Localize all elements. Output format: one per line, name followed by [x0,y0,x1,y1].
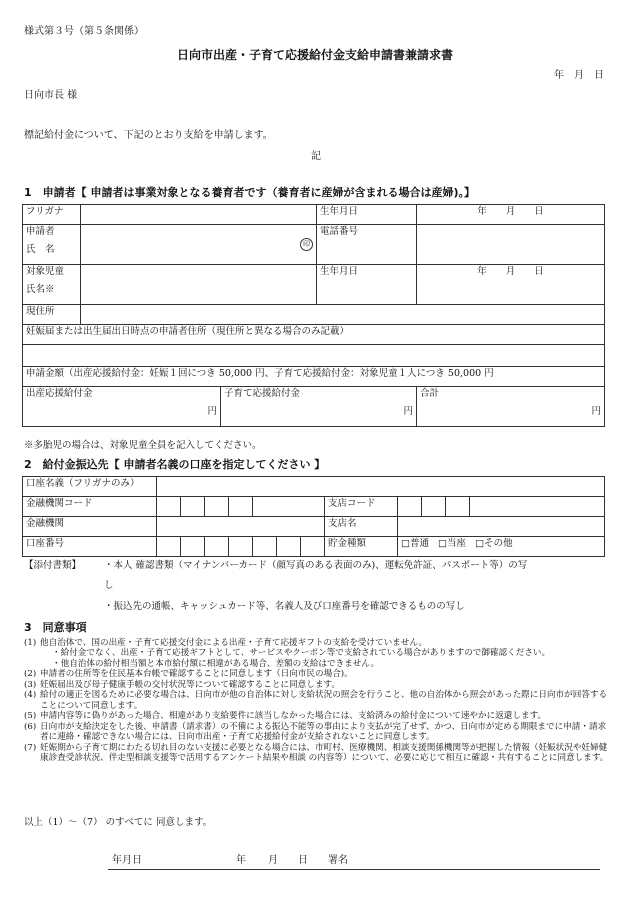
consent-item: (5) 申請内容等に偽りがあった場合、相違があり支給要件に該当しなかった場合には、支給済みの給付金について速やかに返還します。 [24,711,547,722]
account-number-digit[interactable] [301,537,325,557]
consent-item: ・他自治体の給付相当額と本市給付額に相違がある場合、差額の支給はできません。 [52,658,380,669]
intro-text: 標記給付金について、下記のとおり支給を申請します。 [24,130,273,141]
consent-item: (7) 妊娠期から子育て期にわたる切れ目のない支援に必要となる場合には、市町村、医療機関、相談支援関係機関等が把握した情報（妊娠状況や妊婦健康診査受診状況、伴走型相談支援等で活用するアンケート結果や相談 の内容等）について、必要に応じて相互に確認・共有することに同意します。 [24,742,609,764]
signature-day: 日 [298,855,308,866]
pregnancy-address-field[interactable] [23,345,605,367]
child-name-sublabel: 氏名※ [26,283,55,295]
child-label: 対象児童 [26,266,65,277]
consent-item: (6) 日向市が支給決定をした後、申請書（請求書）の不備による振込不能等の事由により支払が完了せず、かつ、日向市が定める期限までに申請・請求者に連絡・確認できない場合には、日向市出産・子育て応援給付金が支給されないことに同意します。 [24,721,607,743]
applicant-name-field[interactable] [81,225,317,265]
birth-date-label: 生年月日 [317,205,417,225]
applicant-table [22,204,605,427]
furigana-label: フリガナ [23,205,81,225]
phone-label: 電話番号 [317,225,417,265]
name-label: 氏 名 [26,243,55,255]
consent-item: (4) 給付の適正を図るために必要な場合は、日向市が他の自治体に対し支給状況の照会を行うこと、他の自治体から照会があった際に日向市が回答することについて同意します。 [24,690,608,711]
deposit-type-label: 貯金種類 [325,537,398,557]
bank-code-label: 金融機関コード [23,497,157,517]
branch-name-field[interactable] [398,517,605,537]
account-number-digit[interactable] [253,537,277,557]
account-name-label: 口座名義（フリガナのみ） [23,477,157,497]
attachment-item-id: ・本人 確認書類（マイナンバーカード（顔写真のある表面のみ)、運転免許証、パスポート等）の写 [104,560,528,571]
signature-line[interactable] [108,855,600,870]
branch-code-label: 支店コード [325,497,398,517]
signature-year: 年 [236,855,246,866]
account-number-digit[interactable] [205,537,229,557]
address-field[interactable] [81,305,605,325]
child-name-label [23,265,81,305]
seal-mark: 印 [300,238,313,251]
yen-unit: 円 [207,405,217,417]
branch-code-digit[interactable] [446,497,470,517]
bank-code-digit[interactable] [181,497,205,517]
yen-unit: 円 [403,405,413,417]
signature-date-label: 年月日 [112,855,142,866]
account-number-label: 口座番号 [23,537,157,557]
yen-unit: 円 [591,405,602,417]
bank-table [22,476,605,557]
section3-heading: 3 同意事項 [24,621,87,634]
signature-sign-label: 署名 [328,855,348,866]
child-birth-date-field[interactable]: 年 月 日 [417,265,605,305]
total-label: 合計 [420,388,440,399]
bank-code-digit[interactable] [229,497,253,517]
consent-item: (1) 他自治体で、国の出産・子育て応援交付金による出産・子育て応援ギフトの支給を受けていません。 [24,638,428,648]
deposit-type-current-checkbox[interactable]: □当座 [438,538,467,549]
birth-support-amount-field[interactable] [23,387,221,427]
address-label: 現住所 [23,305,81,325]
consent-item: ・給付金でなく、出産・子育て応援ギフトとして、サービスやクーポン等で支給されている場合がありますので御確認ください。 [52,648,551,659]
signature-month: 月 [268,855,278,866]
bank-name-label: 金融機関 [23,517,157,537]
pregnancy-address-label: 妊娠届または出生届出日時点の申請者住所（現住所と異なる場合のみ記載） [23,325,605,345]
account-number-digit[interactable] [277,537,301,557]
attachments-label: 【添付書類】 [24,560,82,571]
branch-code-spacer [470,497,605,517]
bank-name-field[interactable] [157,517,325,537]
branch-code-digit[interactable] [422,497,446,517]
form-number: 様式第３号（第５条関係） [24,26,144,37]
addressee: 日向市長 様 [24,90,78,101]
deposit-type-ordinary-checkbox[interactable]: □普通 [401,538,429,549]
child-name-field[interactable] [81,265,317,305]
applicant-name-label [23,225,81,265]
branch-code-digit[interactable] [398,497,422,517]
attachment-item-id-cont: し [104,580,114,591]
amount-label: 申請金額（出産応援給付金：妊娠１回につき 50,000 円、子育て応援給付金：対象児童１人につき 50,000 円 [23,367,605,387]
child-support-amount-field[interactable] [221,387,417,427]
child-birth-date-label: 生年月日 [317,265,417,305]
child-support-label: 子育て応援給付金 [224,388,301,399]
total-amount-field[interactable] [417,387,605,427]
branch-name-label: 支店名 [325,517,398,537]
ki-marker: 記 [311,151,321,162]
birth-support-label: 出産応援給付金 [26,388,93,399]
bank-code-spacer [253,497,325,517]
consent-item: (2) 申請者の住所等を住民基本台帳で確認することに同意します（日向市民の場合)。 [24,669,353,680]
section2-heading: 2 給付金振込先【 申請者名義の口座を指定してください 】 [24,458,326,471]
deposit-type-options [398,537,605,557]
bank-code-digit[interactable] [157,497,181,517]
consent-closing: 以上（1）～（7） のすべてに 同意します。 [24,817,213,828]
multiple-birth-note: ※多胎児の場合は、対象児童全員を記入してください。 [24,440,262,451]
applicant-label: 申請者 [26,226,55,237]
account-name-field[interactable] [157,477,605,497]
account-number-digit[interactable] [181,537,205,557]
phone-field[interactable] [417,225,605,265]
account-number-digit[interactable] [157,537,181,557]
account-number-digit[interactable] [229,537,253,557]
furigana-field[interactable] [81,205,317,225]
section1-heading: 1 申請者【 申請者は事業対象となる養育者です（養育者に産婦が含まれる場合は産婦)。】 [24,186,476,199]
consent-item: (3) 妊娠届出及び母子健康手帳の交付状況等について確認することに同意します。 [24,679,340,690]
applicant-birth-date-field[interactable]: 年 月 日 [417,205,605,225]
deposit-type-other-checkbox[interactable]: □その他 [475,538,513,549]
application-date: 年 月 日 [554,70,604,81]
page-title: 日向市出産・子育て応援給付金支給申請書兼請求書 [176,48,453,62]
consent-list [24,638,612,764]
attachment-item-bank: ・振込先の通帳、キャッシュカード等、名義人及び口座番号を確認できるものの写し [104,601,465,612]
bank-code-digit[interactable] [205,497,229,517]
